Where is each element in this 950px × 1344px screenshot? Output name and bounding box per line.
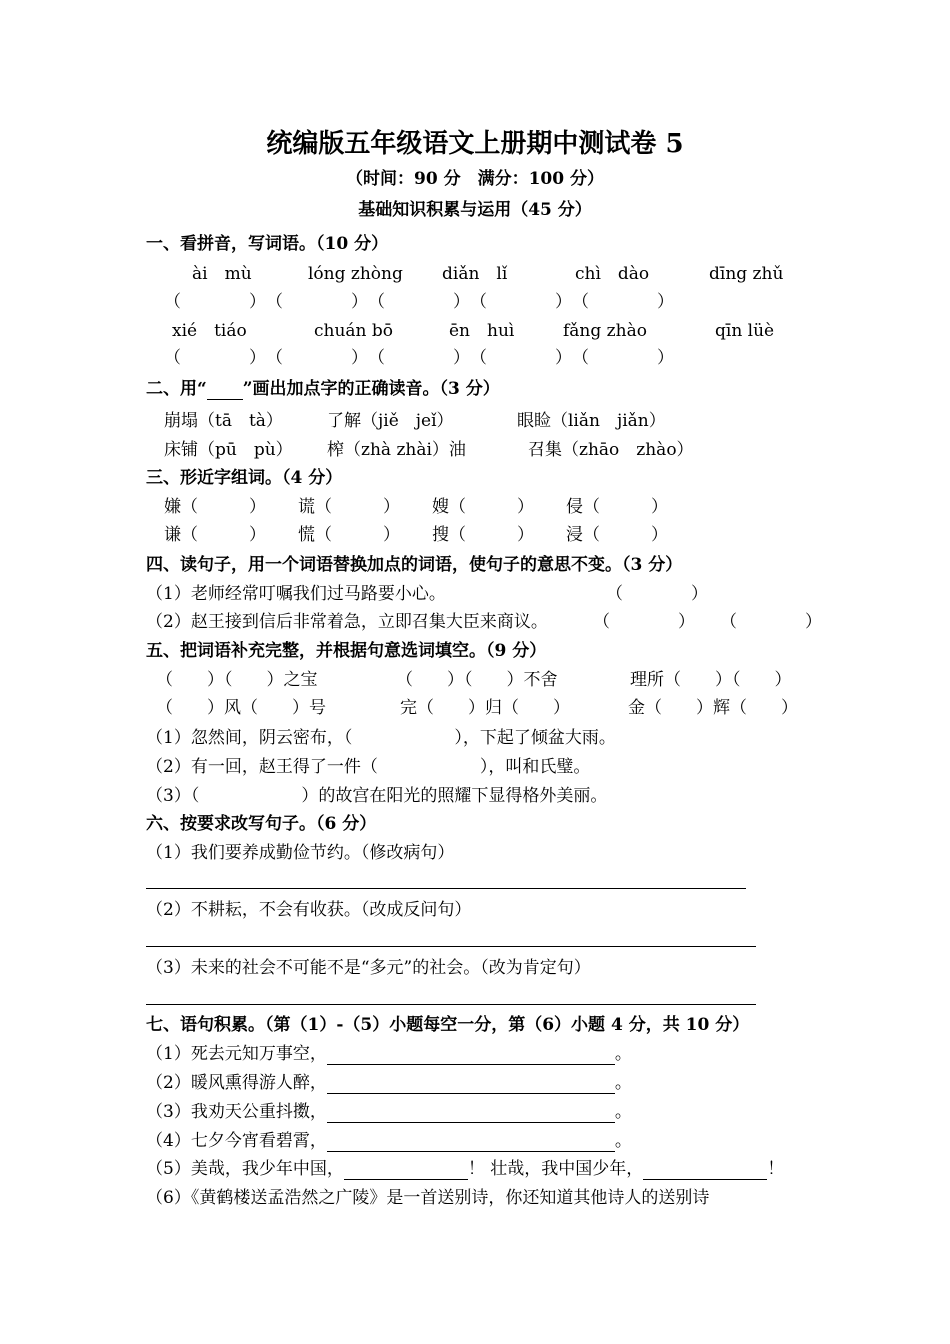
section-6-heading: 六、按要求改写句子。（6 分）	[146, 814, 377, 834]
reading-item-5[interactable]: 榨（zhà zhài）油	[327, 440, 466, 460]
poem-blank-4[interactable]	[327, 1133, 615, 1152]
poem-line-3	[146, 1101, 632, 1123]
idiom-item-3[interactable]: 理所（ ）（ ）	[630, 670, 792, 690]
char-item-4[interactable]: 侵（ ）	[566, 497, 668, 517]
section-5-heading: 五、把词语补充完整，并根据句意选词填空。（9 分）	[146, 641, 547, 661]
sub-question-4-2: （2）赵王接到信后非常着急，立即召集大臣来商议。	[146, 612, 548, 632]
pinyin-2: lóng zhòng	[308, 264, 403, 284]
poem-line-2	[146, 1072, 632, 1094]
reading-item-3[interactable]: 眼睑（liǎn jiǎn）	[517, 411, 666, 431]
char-item-6[interactable]: 慌（ ）	[298, 525, 400, 545]
pinyin-5: dīng zhǔ	[709, 264, 784, 284]
heading-post: ”画出加点字的正确读音。（3 分）	[242, 379, 500, 399]
exam-info: （时间：90 分 满分：100 分）	[346, 169, 604, 189]
char-item-2[interactable]: 谎（ ）	[298, 497, 400, 517]
poem-line-2-text: （2）暖风熏得游人醉，	[146, 1073, 327, 1093]
poem-line-4	[146, 1130, 632, 1152]
idiom-item-5[interactable]: 完（ ）归（ ）	[400, 698, 570, 718]
pinyin-9: fǎng zhào	[563, 321, 647, 341]
poem-blank-3[interactable]	[327, 1104, 615, 1123]
idiom-item-1[interactable]: （ ）（ ）之宝	[156, 670, 318, 690]
poem-period-2: 。	[614, 1073, 632, 1093]
section-3-heading: 三、形近字组词。（4 分）	[146, 468, 343, 488]
pinyin-7: chuán bō	[314, 321, 394, 341]
pinyin-1: ài mù	[192, 264, 252, 284]
answer-paren-4-1[interactable]: （ ）	[606, 584, 708, 604]
part-heading: 基础知识积累与运用（45 分）	[358, 200, 592, 220]
poem-line-5	[146, 1158, 784, 1180]
reading-item-2[interactable]: 了解（jiě jeǐ）	[327, 411, 454, 431]
poem-line-5-text-a: （5）美哉，我少年中国，	[146, 1159, 344, 1179]
poem-line-1	[146, 1043, 632, 1065]
idiom-item-4[interactable]: （ ）风（ ）号	[156, 698, 326, 718]
char-item-8[interactable]: 浸（ ）	[566, 525, 668, 545]
poem-period-1: 。	[614, 1044, 632, 1064]
answer-parens-row-2[interactable]: （ ） （ ） （ ） （ ） （ ）	[164, 348, 674, 368]
pinyin-10: qīn lüè	[715, 321, 775, 341]
pinyin-4: chì dào	[575, 264, 650, 284]
reading-item-6[interactable]: 召集（zhāo zhào）	[528, 440, 694, 460]
pinyin-6: xié tiáo	[172, 321, 247, 341]
page-title: 统编版五年级语文上册期中测试卷 5	[266, 129, 684, 159]
poem-blank-2[interactable]	[327, 1075, 615, 1094]
char-item-3[interactable]: 嫂（ ）	[432, 497, 534, 517]
sub-question-5-2[interactable]: （2）有一回，赵王得了一件（ ），叫和氏璧。	[146, 757, 591, 777]
answer-line-6-1[interactable]	[146, 888, 746, 889]
sub-question-7-6: （6）《黄鹤楼送孟浩然之广陵》是一首送别诗，你还知道其他诗人的送别诗	[146, 1188, 710, 1208]
answer-line-6-2[interactable]	[146, 946, 756, 947]
poem-line-5-text-b: ！ 壮哉，我中国少年，	[467, 1159, 644, 1179]
section-2-heading	[146, 378, 500, 400]
char-item-7[interactable]: 搜（ ）	[432, 525, 534, 545]
answer-line-6-3[interactable]	[146, 1004, 756, 1005]
sub-question-6-3: （3）未来的社会不可能不是“多元”的社会。（改为肯定句）	[146, 958, 591, 978]
answer-parens-row-1[interactable]: （ ） （ ） （ ） （ ） （ ）	[164, 292, 674, 312]
underline-sample	[207, 381, 243, 400]
reading-item-4[interactable]: 床铺（pū pù）	[164, 440, 293, 460]
section-4-heading: 四、读句子，用一个词语替换加点的词语，使句子的意思不变。（3 分）	[146, 555, 683, 575]
poem-blank-1[interactable]	[327, 1046, 615, 1065]
answer-paren-4-2a[interactable]: （ ）	[593, 612, 695, 632]
heading-pre: 二、用“	[146, 379, 207, 399]
sub-question-5-1[interactable]: （1）忽然间，阴云密布，（ ），下起了倾盆大雨。	[146, 728, 616, 748]
poem-line-3-text: （3）我劝天公重抖擞，	[146, 1102, 327, 1122]
pinyin-8: ēn huì	[449, 321, 515, 341]
poem-period-4: 。	[614, 1131, 632, 1151]
poem-line-1-text: （1）死去元知万事空，	[146, 1044, 327, 1064]
answer-paren-4-2b[interactable]: （ ）	[720, 612, 822, 632]
poem-line-4-text: （4）七夕今宵看碧霄，	[146, 1131, 327, 1151]
sub-question-6-1: （1）我们要养成勤俭节约。（修改病句）	[146, 843, 455, 863]
section-7-heading: 七、语句积累。（第（1）-（5）小题每空一分，第（6）小题 4 分，共 10 分）	[146, 1015, 750, 1035]
sub-question-4-1: （1）老师经常叮嘱我们过马路要小心。	[146, 584, 446, 604]
sub-question-6-2: （2）不耕耘，不会有收获。（改成反问句）	[146, 900, 472, 920]
section-1-heading: 一、看拼音，写词语。（10 分）	[146, 234, 389, 254]
poem-blank-5a[interactable]	[344, 1161, 468, 1180]
pinyin-3: diǎn lǐ	[442, 264, 508, 284]
idiom-item-6[interactable]: 金（ ）辉（ ）	[628, 698, 798, 718]
poem-period-3: 。	[614, 1102, 632, 1122]
char-item-1[interactable]: 嫌（ ）	[164, 497, 266, 517]
char-item-5[interactable]: 谦（ ）	[164, 525, 266, 545]
sub-question-5-3[interactable]: （3）（ ）的故宫在阳光的照耀下显得格外美丽。	[146, 786, 608, 806]
reading-item-1[interactable]: 崩塌（tā tà）	[164, 411, 283, 431]
poem-blank-5b[interactable]	[643, 1161, 767, 1180]
idiom-item-2[interactable]: （ ）（ ）不舍	[396, 670, 558, 690]
poem-line-5-text-c: ！	[767, 1159, 785, 1179]
